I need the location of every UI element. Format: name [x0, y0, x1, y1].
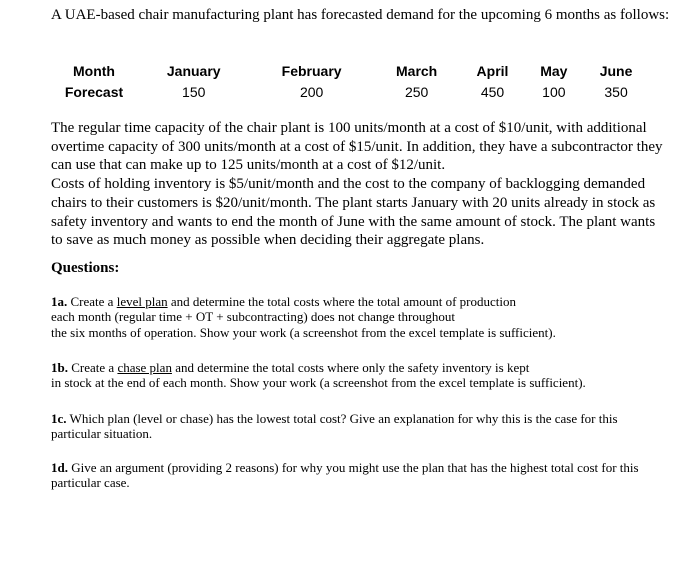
question-1c-label: 1c.: [51, 411, 67, 426]
month-cell-march: March: [396, 62, 438, 79]
capacity-text: The regular time capacity of the chair plant is 100 units/month at a cost of $10/unit, with additional overtime capacity of 300 units/month at a cost of $15/unit. In addition, they have a subcontractor they can use that can make up to 125 units/month at a cost of $12/unit.: [51, 120, 663, 174]
chase-plan-term: chase plan: [117, 360, 172, 375]
question-1b-pre: Create a: [71, 360, 115, 375]
question-1d: [51, 460, 663, 491]
questions-heading: Questions:: [51, 260, 120, 276]
forecast-cell-may: 100: [542, 83, 566, 100]
question-1d-text: Give an argument (providing 2 reasons) for why you might use the plan that has the highest total cost for this particular case.: [51, 460, 639, 491]
forecast-table: [50, 60, 650, 102]
question-1a: [51, 294, 663, 340]
month-cell-february: February: [281, 62, 342, 79]
level-plan-term: level plan: [116, 294, 168, 309]
intro-text: A UAE-based chair manufacturing plant has forecasted demand for the upcoming 6 months as follows:: [51, 7, 670, 23]
month-cell-may: May: [540, 62, 568, 79]
problem-paragraph: [51, 119, 663, 250]
question-1b-line-2: in stock at the end of each month. Show your work (a screenshot from the excel template is sufficient).: [51, 375, 586, 391]
forecast-cell-january: 150: [182, 83, 206, 100]
forecast-row: [50, 81, 650, 102]
month-cell-june: June: [599, 62, 633, 79]
forecast-cell-march: 250: [404, 83, 429, 100]
question-1a-line-2: each month (regular time + OT + subcontracting) does not change throughout: [51, 309, 455, 325]
month-row: [50, 60, 650, 81]
forecast-cell-february: 200: [299, 83, 324, 100]
month-cell-january: January: [166, 62, 221, 79]
question-1a-label: 1a.: [51, 294, 68, 309]
month-cell-april: April: [476, 62, 509, 79]
question-1b-label: 1b.: [51, 360, 68, 375]
question-1c-text: Which plan (level or chase) has the lowest total cost? Give an explanation for why this is the case for this particular situation.: [51, 411, 618, 442]
forecast-cell-april: 450: [480, 83, 505, 100]
question-1a-post: and determine the total costs where the total amount of production: [170, 294, 516, 309]
question-1a-pre: Create a: [70, 294, 114, 309]
forecast-cell-june: 350: [604, 83, 628, 100]
forecast-header: Forecast: [64, 83, 124, 100]
question-1b-post: and determine the total costs where only the safety inventory is kept: [175, 360, 530, 375]
question-1b-line-1: [51, 360, 663, 375]
question-1c: [51, 411, 663, 442]
costs-text: Costs of holding inventory is $5/unit/month and the cost to the company of backlogging demanded chairs to their customers is $20/unit/month. The plant starts January with 20 units already in stock as safety inventory and wants to end the month of June with the same amount of stock. The plant wants to save as much money as possible when deciding their aggregate plans.: [51, 176, 656, 249]
question-1a-line-1: [51, 294, 663, 309]
question-1b: [51, 360, 663, 391]
question-1d-label: 1d.: [51, 460, 68, 475]
question-1a-line-3: the six months of operation. Show your work (a screenshot from the excel template is sufficient).: [51, 324, 556, 340]
month-header: Month: [73, 62, 115, 79]
